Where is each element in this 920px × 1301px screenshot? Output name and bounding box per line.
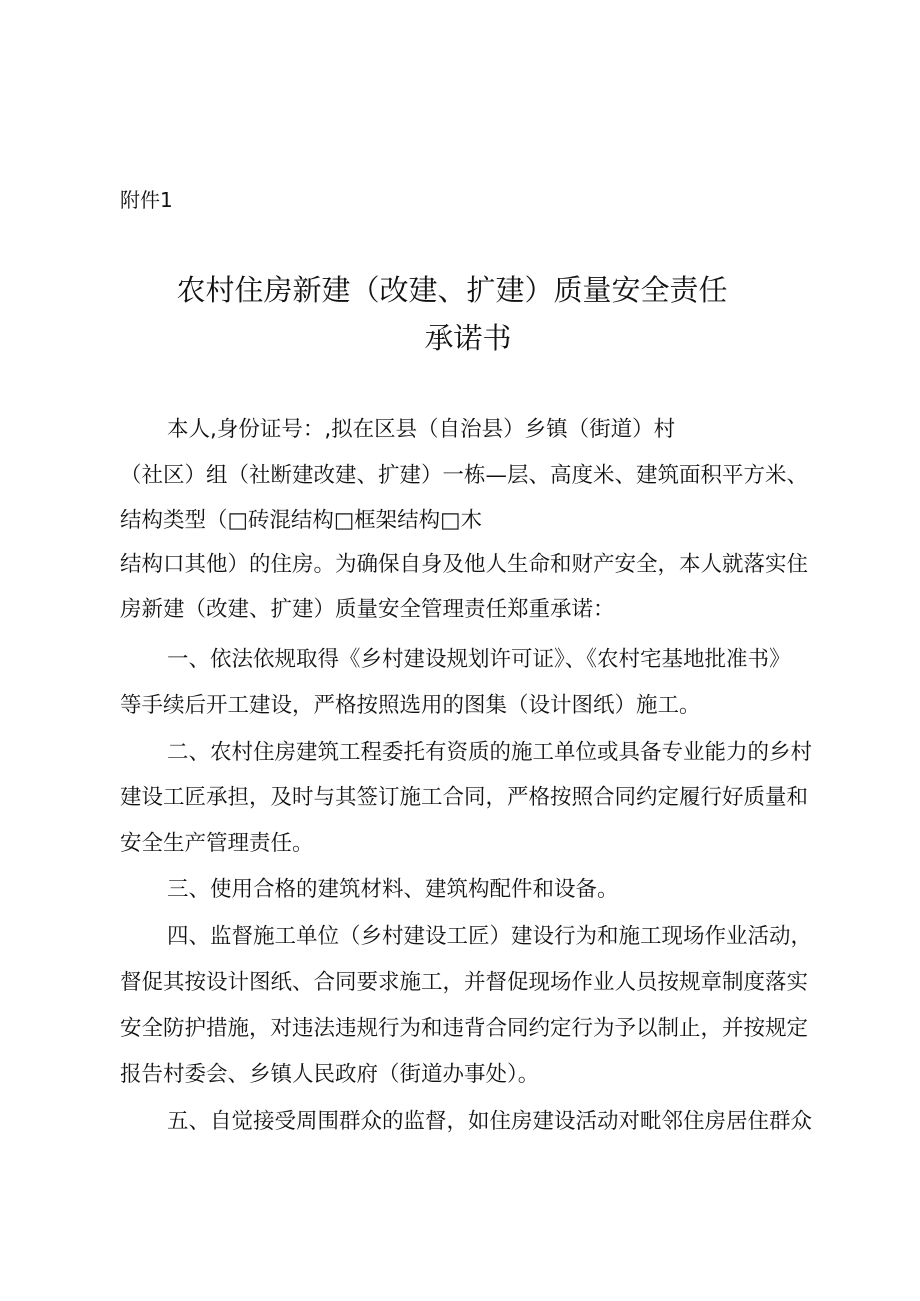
body-line-5: 房新建（改建、扩建）质量安全管理责任郑重承诺： [120, 597, 615, 622]
body-line-3: 结构类型（□砖混结构□框架结构□木 [120, 508, 482, 533]
clause-5-line-1: 五、自觉接受周围群众的监督，如住房建设活动对毗邻住房居住群众 [167, 1109, 813, 1134]
clause-4-line-1: 四、监督施工单位（乡村建设工匠）建设行为和施工现场作业活动， [167, 924, 813, 949]
clause-3-line-1: 三、使用合格的建筑材料、建筑构配件和设备。 [167, 877, 619, 902]
body-line-2: （社区）组（社断建改建、扩建）一栋—层、高度米、建筑面积平方米、 [120, 463, 809, 488]
clause-1-line-2: 等手续后开工建设，严格按照选用的图集（设计图纸）施工。 [120, 693, 701, 718]
clause-4-line-3: 安全防护措施，对违法违规行为和违背合同约定行为予以制止，并按规定 [120, 1016, 809, 1041]
document-title-line-2: 承诺书 [424, 321, 512, 355]
clause-4-line-4: 报告村委会、乡镇人民政府（街道办事处）。 [120, 1062, 540, 1087]
body-line-1: 本人,身份证号：,拟在区县（自治县）乡镇（街道）村 [167, 417, 676, 442]
clause-1-line-1: 一、依法依规取得《乡村建设规划许可证》、《农村宅基地批准书》 [167, 647, 791, 672]
clause-2-line-2: 建设工匠承担，及时与其签订施工合同，严格按照合同约定履行好质量和 [120, 785, 809, 810]
attachment-label: 附件1 [120, 188, 173, 212]
body-line-4: 结构口其他）的住房。为确保自身及他人生命和财产安全，本人就落实住 [120, 552, 809, 577]
document-title-line-1: 农村住房新建（改建、扩建）质量安全责任 [176, 273, 728, 307]
clause-2-line-3: 安全生产管理责任。 [120, 831, 314, 856]
clause-4-line-2: 督促其按设计图纸、合同要求施工，并督促现场作业人员按规章制度落实 [120, 970, 809, 995]
clause-2-line-1: 二、农村住房建筑工程委托有资质的施工单位或具备专业能力的乡村 [167, 740, 813, 765]
